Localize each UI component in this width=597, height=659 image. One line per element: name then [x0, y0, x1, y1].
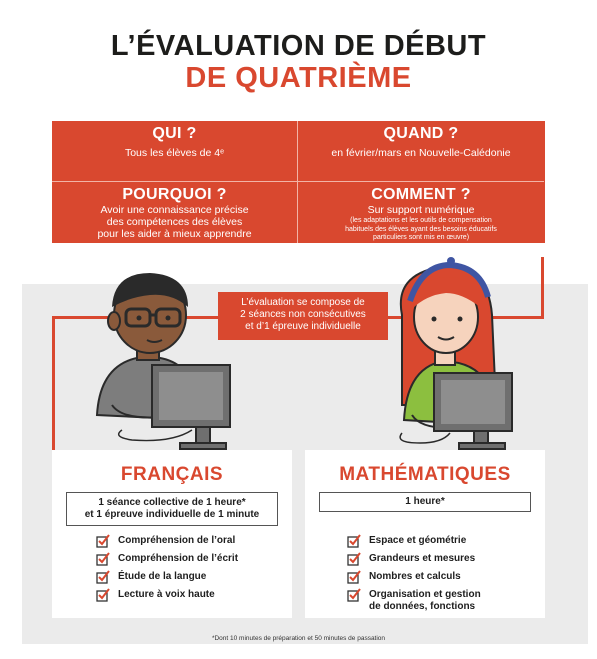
pourquoi-line: des compétences des élèves: [106, 216, 243, 228]
checklist-label: Grandeurs et mesures: [369, 553, 476, 564]
mathematiques-sessions: [319, 492, 531, 512]
checklist-label: Compréhension de l’écrit: [118, 553, 239, 564]
evaluation-banner: [218, 292, 388, 340]
quand-heading: QUAND ?: [383, 125, 459, 142]
qui-heading: QUI ?: [152, 125, 197, 142]
checklist-label: Étude de la langue: [118, 571, 207, 582]
computer-left: [152, 365, 230, 449]
francais-panel: [52, 450, 292, 618]
pourquoi-heading: POURQUOI ?: [122, 186, 227, 203]
banner-line: 2 séances non consécutives: [240, 309, 366, 320]
page-subtitle: DE QUATRIÈME: [185, 62, 412, 94]
francais-checklist: [96, 535, 238, 607]
francais-sessions: [66, 492, 278, 526]
footnote: *Dont 10 minutes de préparation et 50 minutes de passation: [211, 635, 386, 642]
comment-note-line: (les adaptations et les outils de compensation: [350, 217, 492, 224]
info-comment: [298, 182, 544, 243]
checklist-item: [347, 535, 481, 547]
session-line: et 1 épreuve individuelle de 1 minute: [84, 509, 260, 520]
comment-note-line: habituels des élèves ayant des besoins éducatifs: [345, 225, 497, 233]
checklist-label: Espace et géométrie: [369, 535, 467, 546]
checklist-item: [96, 553, 238, 565]
checklist-item: [347, 571, 481, 583]
checklist-label: Compréhension de l’oral: [118, 535, 236, 546]
check-box-icon: [96, 534, 110, 548]
session-line: 1 séance collective de 1 heure*: [98, 497, 246, 508]
check-box-icon: [96, 552, 110, 566]
checklist-item: [347, 553, 481, 565]
page-title: L’ÉVALUATION DE DÉBUT: [110, 30, 487, 62]
mathematiques-panel: [305, 450, 545, 618]
comment-text: Sur support numérique: [367, 204, 475, 216]
info-pourquoi: [52, 182, 298, 243]
checklist-item: [96, 571, 238, 583]
check-box-icon: [347, 534, 361, 548]
checklist-item: [96, 535, 238, 547]
checklist-item: [96, 589, 238, 601]
comment-heading: COMMENT ?: [371, 186, 471, 203]
pourquoi-line: Avoir une connaissance précise: [100, 204, 249, 216]
checklist-label: de données, fonctions: [369, 601, 476, 612]
checklist-label: Nombres et calculs: [369, 571, 461, 582]
info-qui: [52, 121, 298, 182]
check-box-icon: [347, 552, 361, 566]
checklist-label: Organisation et gestion: [369, 589, 481, 600]
qui-text: Tous les élèves de 4ᵉ: [124, 147, 225, 159]
students-illustration: [22, 245, 588, 455]
pourquoi-line: pour les aider à mieux apprendre: [97, 228, 252, 240]
check-box-icon: [347, 588, 361, 602]
check-box-icon: [96, 588, 110, 602]
check-box-icon: [96, 570, 110, 584]
banner-line: et d’1 épreuve individuelle: [245, 321, 361, 332]
checklist-item: [347, 589, 481, 613]
checklist-label: Lecture à voix haute: [118, 589, 215, 600]
banner-line: L’évaluation se compose de: [241, 297, 365, 308]
info-grid: [52, 121, 545, 243]
mathematiques-checklist: [347, 535, 481, 619]
check-box-icon: [347, 570, 361, 584]
quand-text: en février/mars en Nouvelle-Calédonie: [331, 147, 511, 159]
info-quand: [298, 121, 544, 182]
session-line: 1 heure*: [405, 496, 445, 507]
francais-heading: FRANÇAIS: [120, 464, 224, 485]
comment-note-line: particuliers sont mis en œuvre): [372, 234, 470, 241]
mathematiques-heading: MATHÉMATIQUES: [339, 464, 511, 485]
